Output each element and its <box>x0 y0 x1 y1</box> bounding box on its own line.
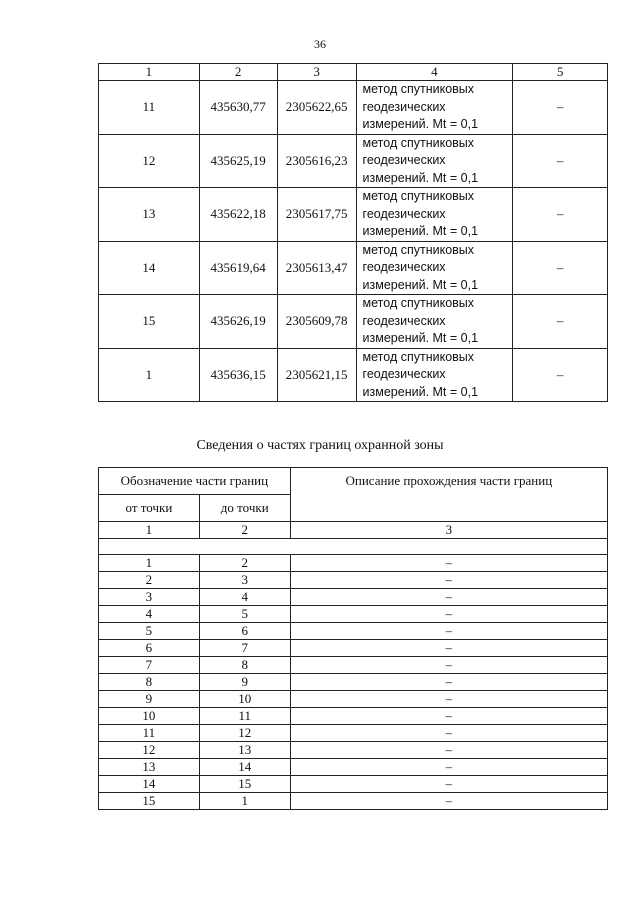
method-line: измерений. Mt = 0,1 <box>362 170 479 185</box>
point-number: 15 <box>99 295 200 349</box>
coordinate-x: 435630,77 <box>199 81 277 135</box>
note-dash: – <box>513 134 608 188</box>
method-line: геодезических <box>362 367 446 381</box>
parts-col-number: 2 <box>199 522 290 539</box>
to-point: 4 <box>199 589 290 606</box>
boundary-part-row <box>99 674 608 691</box>
point-number: 11 <box>99 81 200 135</box>
part-description: – <box>290 776 607 793</box>
from-point: 6 <box>99 640 200 657</box>
method-line: метод спутниковых <box>362 135 475 150</box>
method-line: измерений. Mt = 0,1 <box>362 331 479 345</box>
note-dash: – <box>513 188 608 242</box>
page-number: 36 <box>314 37 326 51</box>
coordinate-x: 435619,64 <box>199 241 277 295</box>
from-point: 11 <box>99 725 200 742</box>
coordinate-x: 435625,19 <box>199 134 277 188</box>
part-description: – <box>290 572 607 589</box>
boundary-part-row <box>99 623 608 640</box>
to-point: 10 <box>199 691 290 708</box>
part-description: – <box>290 657 607 674</box>
method-line: геодезических <box>362 206 446 221</box>
part-description: – <box>290 589 607 606</box>
point-number: 13 <box>99 188 200 242</box>
coord-row <box>99 134 608 188</box>
from-point: 2 <box>99 572 200 589</box>
to-point: 9 <box>199 674 290 691</box>
method-line: геодезических <box>362 260 446 274</box>
to-point: 3 <box>199 572 290 589</box>
boundary-part-row <box>99 793 608 810</box>
to-point: 13 <box>199 742 290 759</box>
part-description: – <box>290 742 607 759</box>
part-description: – <box>290 640 607 657</box>
from-point: 12 <box>99 742 200 759</box>
coordinate-y: 2305609,78 <box>277 295 356 349</box>
boundary-part-row <box>99 589 608 606</box>
coord-row <box>99 295 608 349</box>
parts-group-row <box>99 539 608 555</box>
method-line: метод спутниковых <box>362 296 475 310</box>
boundary-part-row <box>99 776 608 793</box>
method-line: измерений. Mt = 0,1 <box>362 277 479 292</box>
method-description <box>356 81 513 135</box>
part-description: – <box>290 674 607 691</box>
method-line: метод спутниковых <box>362 242 475 257</box>
header-to-point: до точки <box>199 495 290 522</box>
header-boundary-description: Описание прохождения части границ <box>290 468 607 522</box>
to-point: 2 <box>199 555 290 572</box>
method-line: измерений. Mt = 0,1 <box>362 224 479 238</box>
coord-row <box>99 188 608 242</box>
method-line: геодезических <box>362 313 446 328</box>
part-description: – <box>290 725 607 742</box>
method-line: метод спутниковых <box>362 349 475 364</box>
point-number: 12 <box>99 134 200 188</box>
coord-col-header: 2 <box>199 64 277 81</box>
from-point: 14 <box>99 776 200 793</box>
boundary-part-row <box>99 742 608 759</box>
from-point: 13 <box>99 759 200 776</box>
parts-header-row <box>99 468 608 495</box>
coord-header-row <box>99 64 608 81</box>
part-description: – <box>290 623 607 640</box>
method-description <box>356 134 513 188</box>
method-line: метод спутниковых <box>362 189 475 203</box>
coord-col-header: 4 <box>356 64 513 81</box>
coordinate-y: 2305613,47 <box>277 241 356 295</box>
parts-col-numbers-row <box>99 522 608 539</box>
method-description <box>356 295 513 349</box>
method-line: геодезических <box>362 153 446 167</box>
parts-col-number: 1 <box>99 522 200 539</box>
from-point: 15 <box>99 793 200 810</box>
note-dash: – <box>513 348 608 402</box>
method-description <box>356 241 513 295</box>
method-line: метод спутниковых <box>362 82 475 96</box>
method-description <box>356 188 513 242</box>
boundary-part-row <box>99 572 608 589</box>
to-point: 7 <box>199 640 290 657</box>
note-dash: – <box>513 295 608 349</box>
coordinates-table <box>98 63 608 402</box>
note-dash: – <box>513 241 608 295</box>
boundary-parts-table <box>98 467 608 810</box>
coordinate-x: 435626,19 <box>199 295 277 349</box>
method-line: измерений. Mt = 0,1 <box>362 117 479 131</box>
parts-group-cell <box>99 539 608 555</box>
boundary-part-row <box>99 759 608 776</box>
part-description: – <box>290 555 607 572</box>
coordinate-y: 2305622,65 <box>277 81 356 135</box>
from-point: 3 <box>99 589 200 606</box>
point-number: 1 <box>99 348 200 402</box>
to-point: 14 <box>199 759 290 776</box>
parts-col-number: 3 <box>290 522 607 539</box>
point-number: 14 <box>99 241 200 295</box>
boundary-part-row <box>99 555 608 572</box>
to-point: 8 <box>199 657 290 674</box>
part-description: – <box>290 606 607 623</box>
boundary-part-row <box>99 606 608 623</box>
from-point: 4 <box>99 606 200 623</box>
note-dash: – <box>513 81 608 135</box>
coord-row <box>99 81 608 135</box>
part-description: – <box>290 793 607 810</box>
coord-col-header: 3 <box>277 64 356 81</box>
from-point: 8 <box>99 674 200 691</box>
part-description: – <box>290 759 607 776</box>
coord-col-header: 5 <box>513 64 608 81</box>
to-point: 5 <box>199 606 290 623</box>
coordinate-y: 2305616,23 <box>277 134 356 188</box>
coord-col-header: 1 <box>99 64 200 81</box>
to-point: 6 <box>199 623 290 640</box>
part-description: – <box>290 691 607 708</box>
boundary-part-row <box>99 657 608 674</box>
coord-row <box>99 241 608 295</box>
coordinate-x: 435622,18 <box>199 188 277 242</box>
boundary-part-row <box>99 640 608 657</box>
to-point: 11 <box>199 708 290 725</box>
method-line: измерений. Mt = 0,1 <box>362 384 479 399</box>
from-point: 5 <box>99 623 200 640</box>
coordinate-y: 2305617,75 <box>277 188 356 242</box>
from-point: 1 <box>99 555 200 572</box>
method-line: геодезических <box>362 99 446 114</box>
boundary-part-row <box>99 691 608 708</box>
boundary-part-row <box>99 725 608 742</box>
from-point: 10 <box>99 708 200 725</box>
boundary-part-row <box>99 708 608 725</box>
from-point: 9 <box>99 691 200 708</box>
from-point: 7 <box>99 657 200 674</box>
coordinate-y: 2305621,15 <box>277 348 356 402</box>
to-point: 1 <box>199 793 290 810</box>
coordinate-x: 435636,15 <box>199 348 277 402</box>
to-point: 12 <box>199 725 290 742</box>
part-description: – <box>290 708 607 725</box>
coord-row <box>99 348 608 402</box>
to-point: 15 <box>199 776 290 793</box>
header-from-point: от точки <box>99 495 200 522</box>
method-description <box>356 348 513 402</box>
section-title: Сведения о частях границ охранной зоны <box>196 438 444 453</box>
header-boundary-designation: Обозначение части границ <box>99 468 291 495</box>
